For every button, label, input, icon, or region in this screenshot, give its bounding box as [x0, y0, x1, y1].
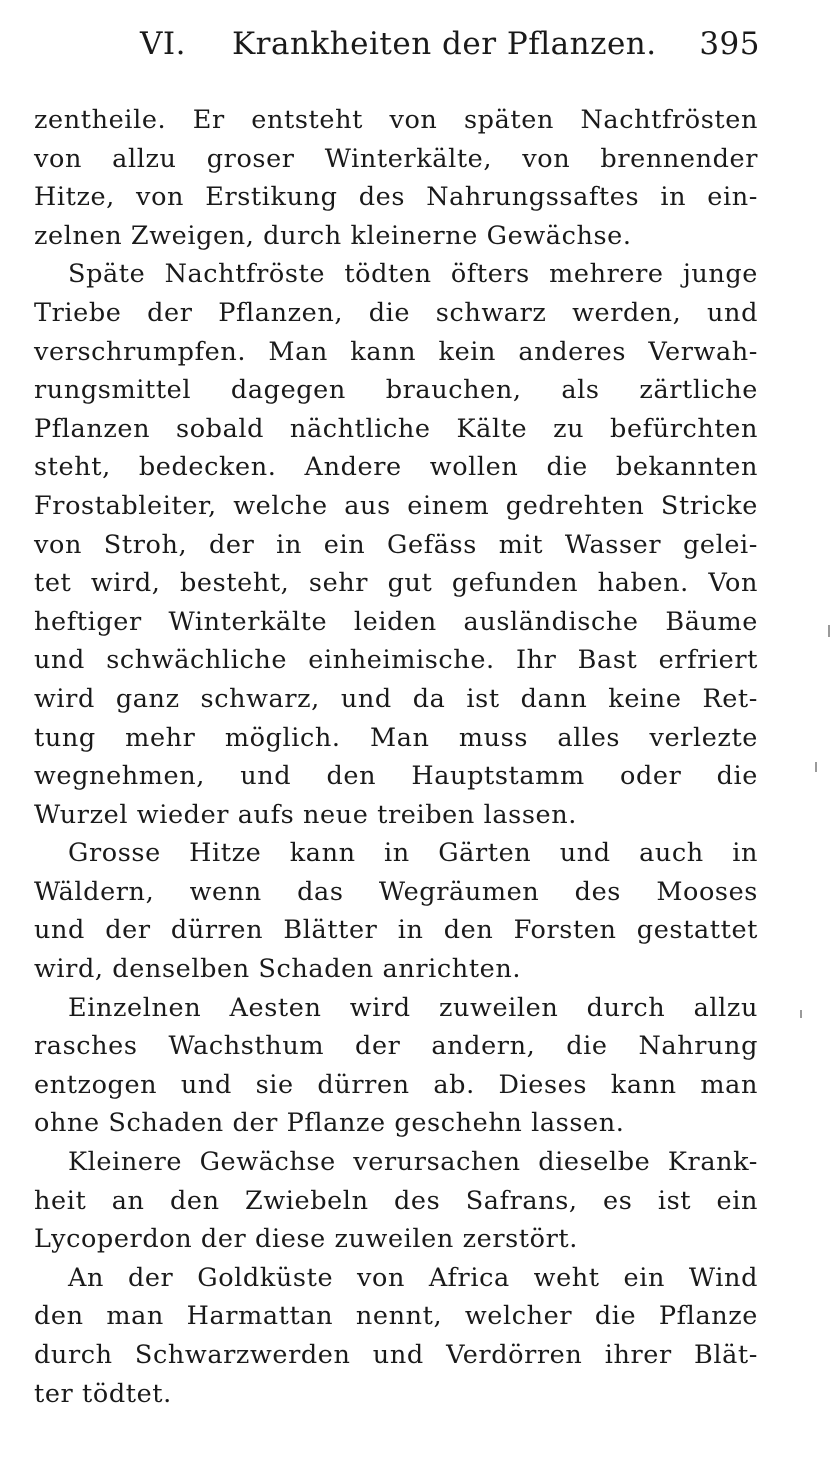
text-line: und der dürren Blätter in den Forsten gestattet [34, 915, 758, 946]
text-line: ohne Schaden der Pflanze geschehn lassen. [34, 1108, 625, 1139]
running-head [140, 22, 760, 66]
text-line: Pflanzen sobald nächtliche Kälte zu befürchten [34, 413, 758, 444]
text-line: Lycoperdon der diese zuweilen zerstört. [34, 1224, 578, 1255]
text-line: Wäldern, wenn das Wegräumen des Mooses [34, 876, 758, 907]
text-line: zentheile. Er entsteht von späten Nachtfrösten [34, 105, 758, 135]
text-line: ter tödtet. [34, 1378, 172, 1409]
text-line: durch Schwarzwerden und Verdörren ihrer Blät- [34, 1340, 758, 1370]
text-line: und schwächliche einheimische. Ihr Bast erfriert [34, 645, 758, 676]
text-line: rungsmittel dagegen brauchen, als zärtliche [34, 375, 758, 406]
text-line: heit an den Zwiebeln des Safrans, es ist ein [34, 1185, 758, 1216]
chapter-number: VI. [140, 26, 186, 62]
text-line: von Stroh, der in ein Gefäss mit Wasser gelei- [34, 529, 758, 560]
text-line: tung mehr möglich. Man muss alles verlezte [34, 722, 758, 753]
text-line: Grosse Hitze kann in Gärten und auch in [68, 838, 758, 869]
text-line: wird, denselben Schaden anrichten. [34, 954, 522, 985]
body-text [34, 101, 758, 1413]
text-line: Einzelnen Aesten wird zuweilen durch allzu [68, 992, 758, 1023]
text-line: Wurzel wieder aufs neue treiben lassen. [34, 799, 577, 830]
scan-speck [800, 1010, 802, 1018]
text-line: tet wird, besteht, sehr gut gefunden haben. Von [34, 568, 758, 599]
text-line: Späte Nachtfröste tödten öfters mehrere junge [68, 259, 758, 290]
text-line: An der Goldküste von Africa weht ein Wind [68, 1262, 758, 1293]
text-line: wegnehmen, und den Hauptstamm oder die [34, 761, 758, 792]
scan-speck [815, 762, 817, 772]
text-line: entzogen und sie dürren ab. Dieses kann man [34, 1069, 758, 1100]
text-line: Triebe der Pflanzen, die schwarz werden, und [34, 297, 758, 328]
text-line: Kleinere Gewächse verursachen dieselbe Krank- [68, 1147, 758, 1178]
text-line: verschrumpfen. Man kann kein anderes Verwah- [34, 336, 758, 367]
text-line: steht, bedecken. Andere wollen die bekannten [34, 452, 758, 483]
text-line: den man Harmattan nennt, welcher die Pflanze [34, 1301, 758, 1332]
text-line: zelnen Zweigen, durch kleinerne Gewächse. [34, 220, 632, 251]
text-line: wird ganz schwarz, und da ist dann keine Ret- [34, 683, 758, 714]
text-line: heftiger Winterkälte leiden ausländische Bäume [34, 606, 758, 637]
text-line: rasches Wachsthum der andern, die Nahrung [34, 1031, 758, 1062]
text-line: Hitze, von Erstikung des Nahrungssaftes in ein- [34, 182, 758, 213]
text-line: von allzu groser Winterkälte, von brennender [34, 143, 758, 174]
text-line: Frostableiter, welche aus einem gedrehten Stricke [34, 490, 758, 521]
page-number: 395 [699, 26, 760, 62]
chapter-title: Krankheiten der Pflanzen. [232, 26, 657, 62]
